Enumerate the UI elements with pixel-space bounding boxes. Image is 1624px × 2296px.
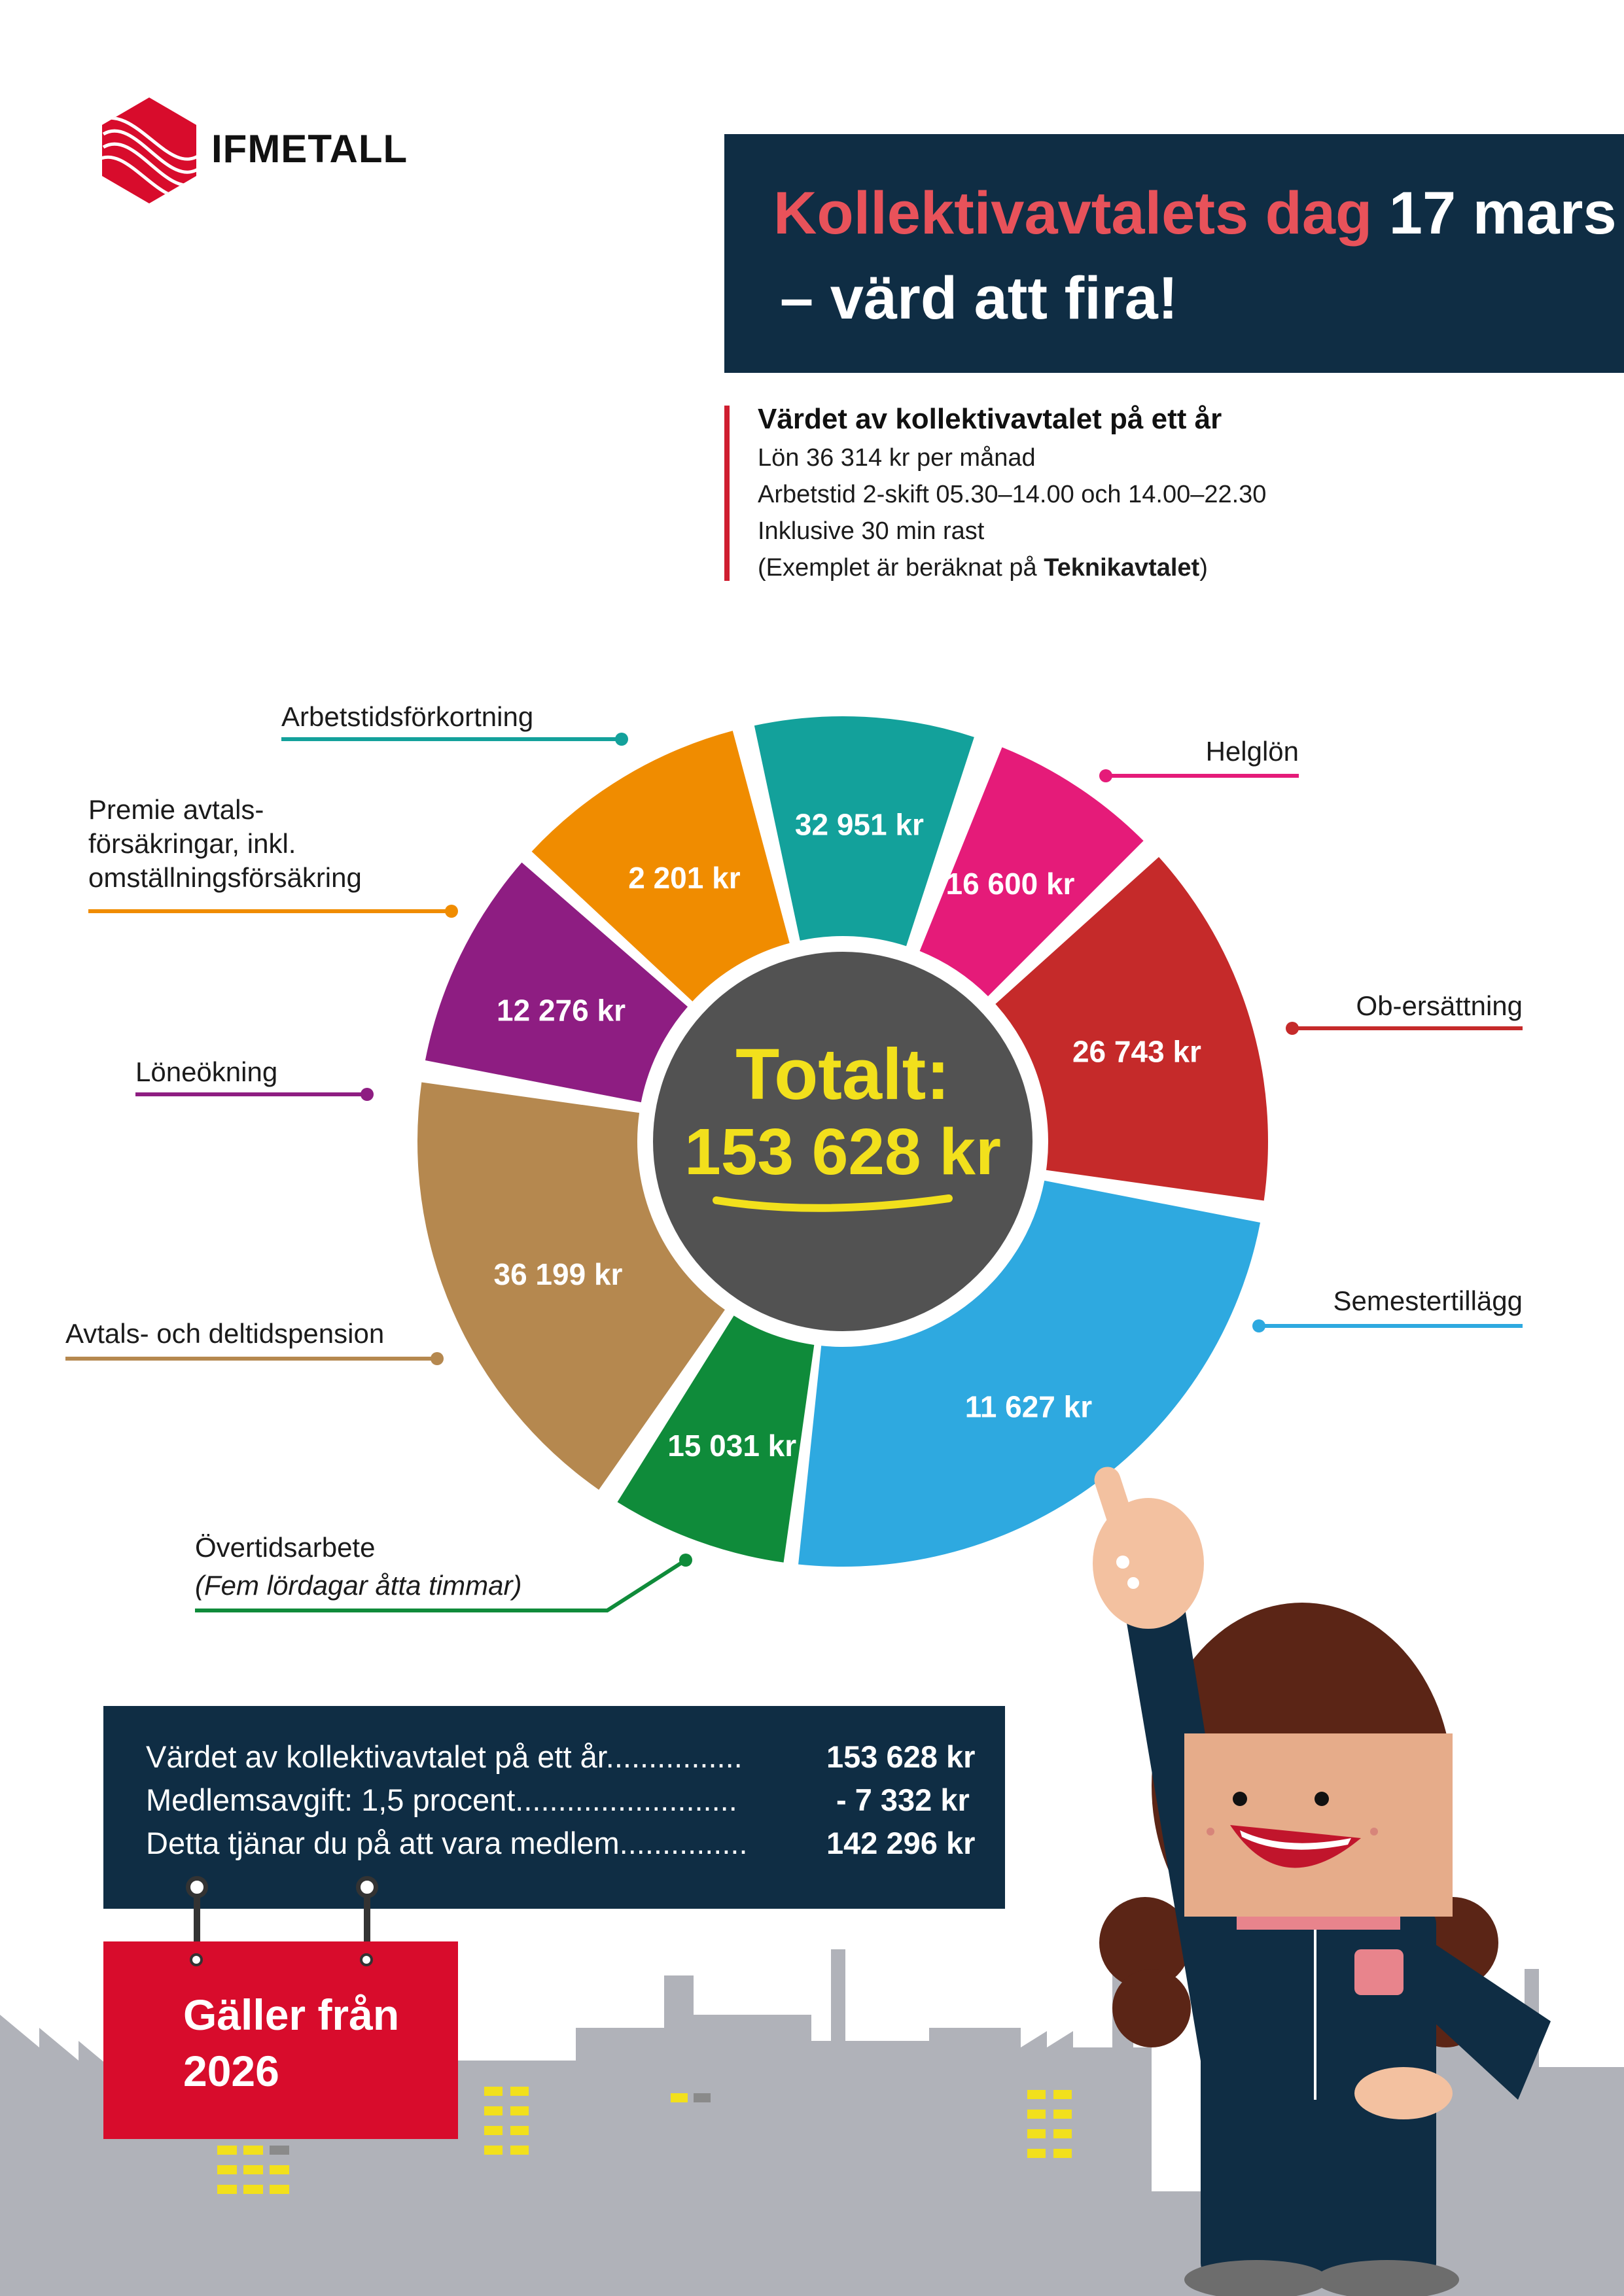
worker-pocket [1354, 1949, 1403, 1995]
total-value: 153 628 kr [684, 1115, 1001, 1189]
leader-dot [361, 1088, 374, 1101]
info-line: Inklusive 30 min rast [758, 517, 985, 545]
title-date: 17 mars [1372, 180, 1617, 247]
data-label: 12 276 kr [497, 993, 626, 1028]
leader-dot [615, 733, 628, 746]
data-label: 26 743 kr [1072, 1034, 1201, 1069]
summary-row [146, 1735, 976, 1779]
summary-row [146, 1779, 970, 1822]
page-title [773, 180, 1617, 247]
example-agreement: Teknikavtalet [1044, 554, 1200, 582]
title-subtitle: – värd att fira! [780, 265, 1178, 332]
leader-dot [445, 905, 458, 918]
legend-label: Helglön [1205, 736, 1299, 767]
leader-dot [1286, 1022, 1299, 1035]
legend-label: Avtals- och deltidspension [65, 1318, 385, 1349]
legend-label: Ob-ersättning [1356, 990, 1523, 1021]
legend-sublabel: (Fem lördagar åtta timmar) [195, 1570, 522, 1601]
info-example-note [758, 549, 1543, 586]
calendar-ring-dot-right [360, 1953, 373, 1966]
data-label: 15 031 kr [667, 1429, 797, 1463]
summary-value: 153 628 kr [826, 1739, 976, 1774]
info-accent-bar [724, 406, 730, 581]
title-box [724, 134, 1624, 373]
legend-label: försäkringar, inkl. [88, 828, 296, 859]
data-label: 11 627 kr [964, 1389, 1093, 1424]
legend-label: Löneökning [135, 1056, 278, 1087]
info-heading: Värdet av kollektivavtalet på ett år [758, 403, 1222, 435]
leader-dot [1099, 769, 1112, 782]
leader-dot [1252, 1319, 1265, 1332]
legend-label: Premie avtals- [88, 794, 264, 825]
info-block [758, 399, 1543, 586]
summary-value: - 7 332 kr [836, 1783, 970, 1817]
logo-text: IFMETALL [211, 127, 408, 171]
total-label: Totalt: [735, 1034, 950, 1115]
example-prefix: (Exemplet är beräknat på [758, 554, 1044, 582]
data-label: 2 201 kr [628, 861, 741, 896]
summary-label: Medlemsavgift: 1,5 procent.......................... [146, 1783, 737, 1817]
worker-hand [1091, 1463, 1204, 1629]
ifmetall-logo-icon [97, 95, 202, 206]
leader-dot [431, 1352, 444, 1365]
chart-center [653, 952, 1033, 1331]
summary-row [146, 1822, 976, 1865]
summary-box [103, 1706, 1005, 1909]
ifmetall-logo [97, 95, 489, 206]
legend-label: Arbetstidsförkortning [281, 701, 534, 732]
worker-illustration [981, 1446, 1570, 2296]
info-line: Lön 36 314 kr per månad [758, 444, 1036, 472]
valid-from-text [183, 1987, 399, 2100]
legend-label: Övertidsarbete [195, 1532, 376, 1563]
valid-from-label: Gäller från [183, 1991, 400, 2039]
summary-label: Detta tjänar du på att vara medlem............... [146, 1826, 748, 1860]
data-label: 32 951 kr [794, 807, 924, 842]
info-line: Arbetstid 2-skift 05.30–14.00 och 14.00–22.30 [758, 481, 1267, 508]
example-suffix: ) [1199, 554, 1208, 582]
valid-from-year: 2026 [183, 2046, 279, 2095]
worker-right-hand [1354, 2067, 1453, 2119]
legend-label: Semestertillägg [1333, 1285, 1523, 1316]
title-highlight: Kollektivavtalets dag [773, 180, 1373, 247]
valid-from-card [103, 1941, 458, 2139]
calendar-ring-right [356, 1876, 378, 1898]
summary-value: 142 296 kr [826, 1826, 976, 1860]
leader-dot [679, 1554, 692, 1567]
calendar-ring-left [186, 1876, 208, 1898]
calendar-ring-dot-left [190, 1953, 203, 1966]
data-label: 36 199 kr [493, 1257, 623, 1291]
summary-label: Värdet av kollektivavtalet på ett år................ [146, 1739, 743, 1774]
data-label: 16 600 kr [945, 866, 1075, 901]
legend-label: omställningsförsäkring [88, 862, 362, 893]
worker-face [1184, 1733, 1453, 1917]
